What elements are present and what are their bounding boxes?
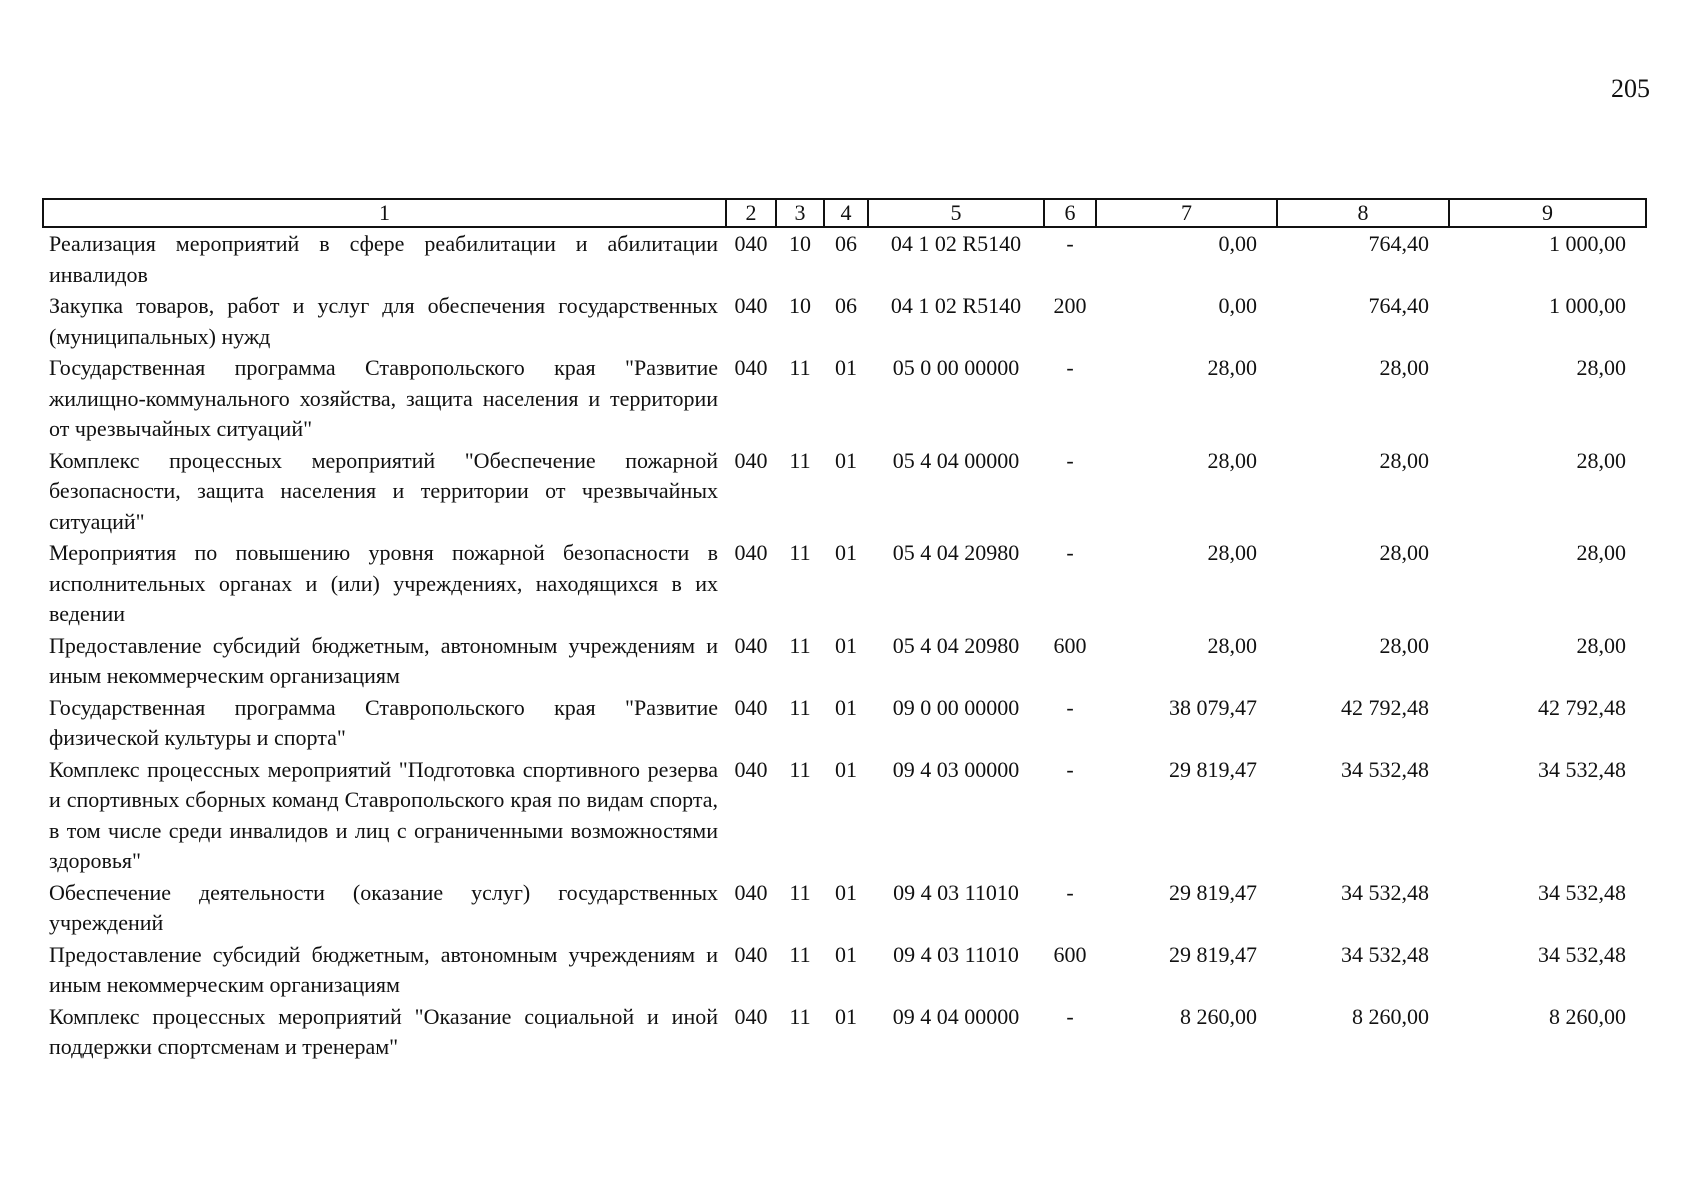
target-article-code: 05 4 04 00000 [892, 447, 1020, 473]
header-col-7: 7 [1096, 199, 1277, 227]
page-number: 205 [1611, 74, 1650, 103]
section-code: 11 [789, 879, 811, 905]
subsection-code: 01 [835, 632, 857, 658]
subsection-code: 01 [835, 879, 857, 905]
expense-type-code: - [1066, 355, 1074, 380]
section-code: 11 [789, 540, 811, 565]
expense-type-code: 200 [1053, 293, 1087, 318]
amount-col-7: 28,00 [1207, 355, 1257, 380]
header-col-2: 2 [726, 199, 776, 227]
department-code: 040 [734, 632, 768, 658]
section-code: 11 [789, 941, 811, 967]
table-row [43, 290, 1646, 352]
subsection-code: 01 [835, 941, 857, 967]
expense-name: Государственная программа Ставропольского края "Развитие физической культуры и спорта" [49, 694, 718, 750]
subsection-code: 01 [835, 694, 857, 720]
section-code: 11 [789, 632, 811, 658]
target-article-code: 04 1 02 R5140 [890, 293, 1022, 318]
amount-col-8: 28,00 [1379, 540, 1429, 565]
header-col-3: 3 [776, 199, 824, 227]
table-row [43, 352, 1646, 445]
amount-col-8: 42 792,48 [1341, 694, 1429, 720]
amount-col-7: 28,00 [1207, 632, 1257, 658]
amount-col-8: 28,00 [1379, 355, 1429, 380]
amount-col-8: 764,40 [1368, 231, 1429, 256]
amount-col-7: 29 819,47 [1169, 941, 1257, 967]
header-row [43, 199, 1646, 227]
section-code: 10 [789, 231, 811, 256]
subsection-code: 01 [835, 756, 857, 782]
subsection-code: 01 [835, 447, 857, 473]
amount-col-9: 34 532,48 [1538, 879, 1626, 905]
table-row [43, 227, 1646, 290]
table-row [43, 537, 1646, 630]
amount-col-8: 34 532,48 [1341, 879, 1429, 905]
amount-col-7: 0,00 [1218, 231, 1257, 256]
amount-col-9: 8 260,00 [1549, 1003, 1626, 1029]
target-article-code: 05 4 04 20980 [892, 540, 1020, 565]
expense-type-code: - [1066, 1003, 1074, 1029]
amount-col-9: 28,00 [1576, 540, 1626, 565]
table-row [43, 754, 1646, 877]
amount-col-9: 28,00 [1576, 447, 1626, 473]
header-col-6: 6 [1044, 199, 1096, 227]
department-code: 040 [734, 941, 768, 967]
department-code: 040 [734, 355, 768, 380]
expense-name: Комплекс процессных мероприятий "Подготовка спортивного резерва и спортивных сборных команд Ставропольского края по видам спорта, в том числе среди инвалидов и лиц с ограниченными возможностями здоровья" [49, 756, 718, 873]
target-article-code: 05 4 04 20980 [892, 632, 1020, 658]
table-row [43, 939, 1646, 1001]
expense-type-code: - [1066, 879, 1074, 905]
amount-col-7: 28,00 [1207, 447, 1257, 473]
header-col-8: 8 [1277, 199, 1449, 227]
department-code: 040 [734, 756, 768, 782]
amount-col-7: 29 819,47 [1169, 756, 1257, 782]
subsection-code: 01 [835, 1003, 857, 1029]
expense-name: Комплекс процессных мероприятий "Оказание социальной и иной поддержки спортсменам и тренерам" [49, 1003, 718, 1059]
amount-col-8: 34 532,48 [1341, 941, 1429, 967]
expense-type-code: - [1066, 447, 1074, 473]
amount-col-7: 29 819,47 [1169, 879, 1257, 905]
section-code: 11 [789, 694, 811, 720]
expense-name: Закупка товаров, работ и услуг для обеспечения государственных (муниципальных) нужд [49, 293, 718, 349]
expense-type-code: - [1066, 231, 1074, 256]
expense-type-code: - [1066, 756, 1074, 782]
table-row [43, 445, 1646, 538]
amount-col-8: 764,40 [1368, 293, 1429, 318]
amount-col-9: 34 532,48 [1538, 941, 1626, 967]
amount-col-9: 42 792,48 [1538, 694, 1626, 720]
target-article-code: 04 1 02 R5140 [890, 231, 1022, 256]
subsection-code: 01 [835, 540, 857, 565]
header-col-9: 9 [1449, 199, 1646, 227]
department-code: 040 [734, 879, 768, 905]
amount-col-9: 34 532,48 [1538, 756, 1626, 782]
expense-name: Предоставление субсидий бюджетным, автономным учреждениям и иным некоммерческим организациям [49, 632, 718, 688]
subsection-code: 01 [835, 355, 857, 380]
department-code: 040 [734, 293, 768, 318]
expense-type-code: 600 [1053, 632, 1087, 658]
department-code: 040 [734, 1003, 768, 1029]
expense-name: Государственная программа Ставропольского края "Развитие жилищно-коммунального хозяйства, защита населения и территории от чрезвычайных ситуаций" [49, 355, 718, 441]
subsection-code: 06 [835, 293, 857, 318]
amount-col-9: 1 000,00 [1549, 231, 1626, 256]
header-col-4: 4 [824, 199, 868, 227]
expense-name: Обеспечение деятельности (оказание услуг) государственных учреждений [49, 879, 718, 935]
target-article-code: 09 0 00 00000 [892, 694, 1020, 720]
amount-col-7: 0,00 [1218, 293, 1257, 318]
table-row [43, 630, 1646, 692]
section-code: 10 [789, 293, 811, 318]
department-code: 040 [734, 540, 768, 565]
amount-col-9: 1 000,00 [1549, 293, 1626, 318]
amount-col-7: 38 079,47 [1169, 694, 1257, 720]
table-row [43, 1001, 1646, 1063]
expense-type-code: - [1066, 540, 1074, 565]
department-code: 040 [734, 447, 768, 473]
budget-table-container [42, 198, 1645, 1063]
target-article-code: 09 4 03 11010 [893, 941, 1019, 967]
budget-table [42, 198, 1647, 1063]
header-col-1: 1 [43, 199, 726, 227]
amount-col-7: 8 260,00 [1180, 1003, 1257, 1029]
header-col-5: 5 [868, 199, 1044, 227]
section-code: 11 [789, 355, 811, 380]
amount-col-7: 28,00 [1207, 540, 1257, 565]
amount-col-8: 34 532,48 [1341, 756, 1429, 782]
table-body [43, 227, 1646, 1063]
table-header [43, 199, 1646, 227]
section-code: 11 [789, 756, 811, 782]
department-code: 040 [734, 694, 768, 720]
target-article-code: 05 0 00 00000 [892, 355, 1020, 380]
target-article-code: 09 4 03 11010 [893, 879, 1019, 905]
expense-name: Предоставление субсидий бюджетным, автономным учреждениям и иным некоммерческим организациям [49, 941, 718, 997]
expense-name: Мероприятия по повышению уровня пожарной безопасности в исполнительных органах и (или) учреждениях, находящихся в их ведении [49, 540, 718, 626]
amount-col-9: 28,00 [1576, 632, 1626, 658]
section-code: 11 [789, 447, 811, 473]
subsection-code: 06 [835, 231, 857, 256]
target-article-code: 09 4 04 00000 [892, 1003, 1020, 1029]
section-code: 11 [789, 1003, 811, 1029]
table-row [43, 877, 1646, 939]
amount-col-8: 8 260,00 [1352, 1003, 1429, 1029]
table-row [43, 692, 1646, 754]
department-code: 040 [734, 231, 768, 256]
expense-type-code: - [1066, 694, 1074, 720]
amount-col-8: 28,00 [1379, 447, 1429, 473]
target-article-code: 09 4 03 00000 [892, 756, 1020, 782]
amount-col-9: 28,00 [1576, 355, 1626, 380]
expense-type-code: 600 [1053, 941, 1087, 967]
amount-col-8: 28,00 [1379, 632, 1429, 658]
expense-name: Комплекс процессных мероприятий "Обеспечение пожарной безопасности, защита населения и территории от чрезвычайных ситуаций" [49, 447, 718, 534]
expense-name: Реализация мероприятий в сфере реабилитации и абилитации инвалидов [49, 231, 718, 287]
